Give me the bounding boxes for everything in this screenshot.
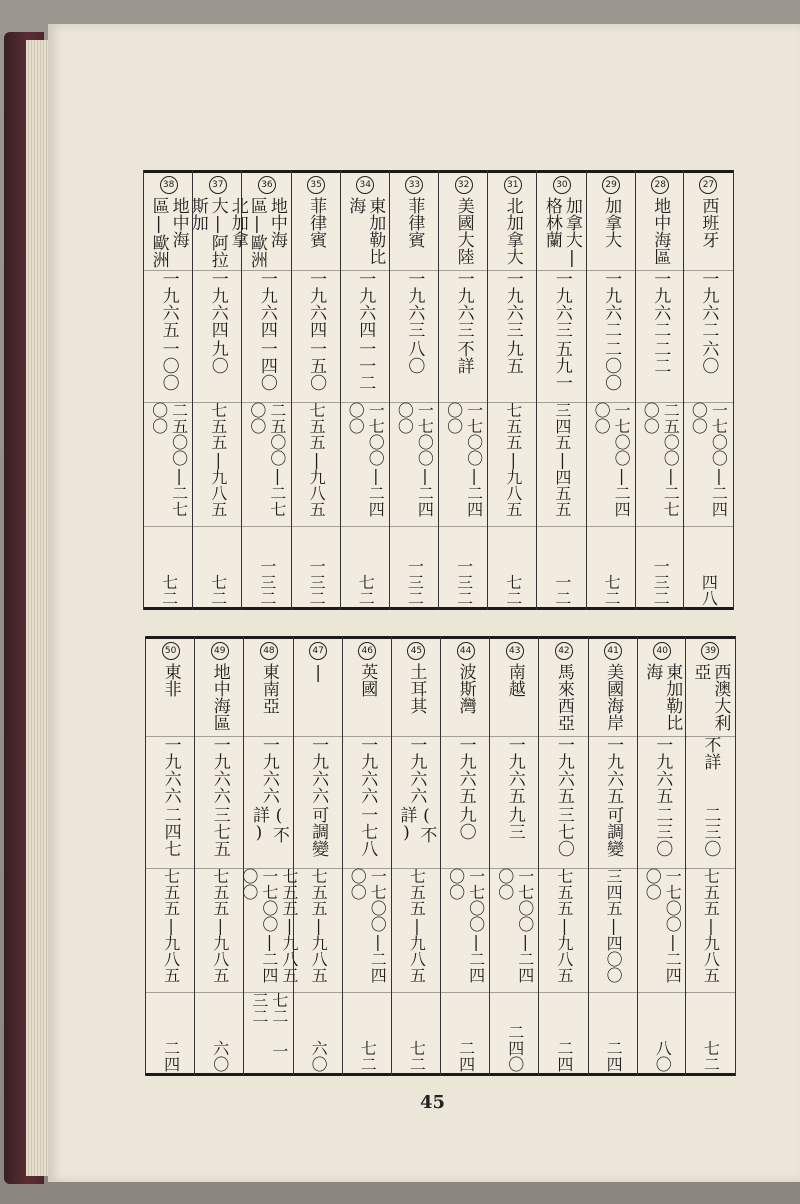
entry-number-badge: 39: [701, 642, 719, 660]
entry-name-text: 地中海區: [650, 197, 671, 265]
entry-number-badge: 28: [651, 176, 669, 194]
cell-divider: [686, 736, 735, 737]
entry-name: [587, 176, 636, 268]
entry-name: [187, 176, 248, 268]
entry-year: 一九六四: [256, 270, 277, 338]
cell-divider: [589, 868, 638, 869]
entry-qty: 九五: [502, 340, 523, 374]
cell-divider: [638, 992, 687, 993]
lower-table-row: [239, 636, 299, 1076]
entry-year: 一九六六: [406, 736, 427, 804]
entry-name: [539, 642, 588, 734]
upper-table-row: [438, 170, 488, 610]
entry-last: 七二: [602, 574, 622, 606]
entry-number-badge: 30: [553, 176, 571, 194]
upper-table-row: [340, 170, 390, 610]
entry-year: 一九六三: [453, 270, 474, 338]
entry-last: 二四: [456, 1040, 476, 1072]
cell-divider: [195, 868, 244, 869]
entry-last: 六〇: [210, 1040, 230, 1072]
entry-qty: (不詳): [396, 806, 437, 843]
entry-number-badge: 34: [356, 176, 374, 194]
entry-last: 八〇: [653, 1040, 673, 1072]
lower-table-row: [194, 636, 244, 1076]
cell-divider: [441, 736, 490, 737]
cell-divider: [343, 992, 392, 993]
cell-divider: [587, 270, 636, 271]
entry-name: [292, 176, 341, 268]
cell-divider: [292, 526, 341, 527]
entry-number-badge: 33: [405, 176, 423, 194]
cell-divider: [146, 992, 195, 993]
entry-qty: 三七五: [209, 806, 230, 857]
entry-name: [686, 642, 735, 734]
cell-divider: [244, 992, 293, 993]
entry-last: 二四〇: [505, 1024, 525, 1072]
cell-divider: [392, 992, 441, 993]
entry-name: [244, 642, 293, 734]
cell-divider: [144, 402, 193, 403]
entry-last: 六〇: [309, 1040, 329, 1072]
entry-last: 七二: [503, 574, 523, 606]
entry-year: 一九六六: [258, 736, 279, 804]
entry-range: 七五五|九八五: [407, 868, 427, 983]
cell-divider: [146, 736, 195, 737]
cell-divider: [441, 868, 490, 869]
entry-year: 一九六四: [355, 270, 376, 338]
upper-table-row: [389, 170, 439, 610]
lower-table-row: [440, 636, 490, 1076]
cell-divider: [537, 402, 586, 403]
cell-divider: [686, 868, 735, 869]
entry-range: 一七〇〇|二四〇〇: [643, 868, 683, 983]
entry-name-text: 波斯灣: [455, 663, 476, 714]
entry-name-text: 地中海區|歐洲: [148, 197, 189, 268]
entry-year: 一九六六: [160, 736, 181, 804]
entry-number-badge: 32: [455, 176, 473, 194]
cell-divider: [343, 736, 392, 737]
entry-year: 不詳: [700, 736, 721, 770]
entry-number-badge: 48: [260, 642, 278, 660]
entry-name-text: 南越: [504, 663, 525, 697]
entry-range: 一七〇〇|二四〇〇: [592, 402, 632, 517]
entry-qty: 一四〇: [256, 340, 277, 391]
upper-table-row: [291, 170, 341, 610]
cell-divider: [684, 402, 733, 403]
entry-last: 四八: [699, 574, 719, 606]
lower-table-row: [588, 636, 638, 1076]
entry-name: [439, 176, 488, 268]
entry-qty: 不詳: [453, 340, 474, 374]
entry-year: 一九六二: [650, 270, 671, 338]
cell-divider: [686, 992, 735, 993]
entry-number-badge: 44: [457, 642, 475, 660]
entry-year: 一九六四: [306, 270, 327, 338]
cell-divider: [341, 402, 390, 403]
entry-year: 一九六五: [603, 736, 624, 804]
cell-divider: [390, 270, 439, 271]
lower-table-row: [145, 636, 195, 1076]
cell-divider: [488, 526, 537, 527]
entry-number-badge: 47: [309, 642, 327, 660]
entry-name-text: 東加勒比海: [642, 663, 683, 731]
entry-range: 二五〇〇|二七〇〇: [247, 402, 287, 517]
entry-name-text: 東非: [160, 663, 181, 697]
entry-year: 一九六三: [502, 270, 523, 338]
upper-table-row: [241, 170, 291, 610]
entry-name-text: 馬來西亞: [553, 663, 574, 731]
entry-last: 七二: [159, 574, 179, 606]
entry-qty: 六〇: [698, 340, 719, 374]
cell-divider: [636, 402, 685, 403]
entry-number-badge: 43: [506, 642, 524, 660]
entry-qty: 一五〇: [306, 340, 327, 391]
entry-range: 一七〇〇|二四〇〇: [689, 402, 729, 517]
entry-range: 七五五|九八五: [161, 868, 181, 983]
entry-qty: 九〇: [455, 806, 476, 840]
entry-qty: 二二: [650, 340, 671, 374]
entry-number-badge: 42: [555, 642, 573, 660]
entry-range: 三四五|四五五: [552, 402, 572, 517]
entry-name: [242, 176, 291, 268]
lower-table-row: [685, 636, 736, 1076]
entry-number-badge: 41: [604, 642, 622, 660]
cell-divider: [294, 992, 343, 993]
entry-year: 一九六五: [455, 736, 476, 804]
entry-name: [537, 176, 586, 268]
entry-range: 一七〇〇|二四〇〇: [495, 868, 535, 983]
cell-divider: [193, 402, 242, 403]
entry-last: 一三二: [257, 558, 277, 606]
entry-last: 二四: [604, 1040, 624, 1072]
entry-qty: 二三〇: [700, 806, 721, 857]
entry-name: [341, 176, 390, 268]
entry-name-text: 東南亞: [258, 663, 279, 714]
entry-last: 一三二: [651, 558, 671, 606]
cell-divider: [294, 736, 343, 737]
entry-name-text: 西澳大利亞: [690, 663, 731, 731]
entry-range: 二五〇〇|二七〇〇: [149, 402, 189, 517]
entry-number-badge: 29: [602, 176, 620, 194]
entry-number-badge: 46: [358, 642, 376, 660]
cell-divider: [439, 402, 488, 403]
entry-range: 七五五|九八五 一七〇〇|二四〇〇: [239, 868, 299, 983]
entry-name: [294, 642, 343, 734]
entry-name: [638, 642, 687, 734]
entry-name-text: 美國大陸: [453, 197, 474, 265]
cell-divider: [292, 270, 341, 271]
entry-last: 一三二: [405, 558, 425, 606]
entry-qty: 一〇〇: [158, 340, 179, 391]
cell-divider: [244, 868, 293, 869]
cell-divider: [488, 402, 537, 403]
entry-last: 七二: [701, 1040, 721, 1072]
cell-divider: [242, 402, 291, 403]
entry-name-text: 北加拿大|阿拉斯加: [187, 197, 248, 268]
lower-table-row: [637, 636, 687, 1076]
entry-name: [490, 642, 539, 734]
entry-name: [488, 176, 537, 268]
cell-divider: [439, 526, 488, 527]
cell-divider: [341, 526, 390, 527]
entry-name: [195, 642, 244, 734]
cell-divider: [390, 402, 439, 403]
cell-divider: [195, 992, 244, 993]
entry-last: 七二: [356, 574, 376, 606]
entry-qty: 八〇: [404, 340, 425, 374]
cell-divider: [490, 736, 539, 737]
entry-name-text: 英國: [357, 663, 378, 697]
page-number: 45: [420, 1092, 446, 1113]
cell-divider: [490, 992, 539, 993]
upper-table: [144, 170, 734, 610]
cell-divider: [244, 736, 293, 737]
entry-name-text: 西班牙: [698, 197, 719, 248]
entry-name-text: 美國海岸: [603, 663, 624, 731]
cell-divider: [146, 868, 195, 869]
cell-divider: [638, 736, 687, 737]
entry-name: [144, 176, 193, 268]
upper-table-row: [487, 170, 537, 610]
entry-range: 七五五|九八五: [309, 868, 329, 983]
cell-divider: [195, 736, 244, 737]
entry-last: 二四: [554, 1040, 574, 1072]
cell-divider: [144, 270, 193, 271]
entry-number-badge: 49: [211, 642, 229, 660]
entry-name: [392, 642, 441, 734]
entry-range: 七五五|九八五: [210, 868, 230, 983]
entry-range: 七五五|九八五: [307, 402, 327, 517]
entry-number-badge: 45: [407, 642, 425, 660]
entry-number-badge: 35: [307, 176, 325, 194]
upper-table-row: [635, 170, 685, 610]
upper-table-row: [187, 170, 248, 610]
entry-range: 七五五|九八五: [208, 402, 228, 517]
entry-number-badge: 40: [653, 642, 671, 660]
entry-name: [636, 176, 685, 268]
entry-qty: 一一二: [355, 340, 376, 391]
entry-year: 一九六六: [209, 736, 230, 804]
entry-number-badge: 36: [258, 176, 276, 194]
entry-name: [441, 642, 490, 734]
entry-range: 一七〇〇|二四〇〇: [348, 868, 388, 983]
cell-divider: [638, 868, 687, 869]
entry-name: [589, 642, 638, 734]
entry-name-text: 東加勒比海: [345, 197, 386, 265]
entry-year: 一九六四: [207, 270, 228, 338]
upper-table-row: [683, 170, 734, 610]
entry-range: 二五〇〇|二七〇〇: [641, 402, 681, 517]
cell-divider: [587, 402, 636, 403]
entry-name-text: 地中海區|歐洲: [246, 197, 287, 268]
cell-divider: [539, 736, 588, 737]
entry-name-text: 加拿大: [601, 197, 622, 248]
cell-divider: [292, 402, 341, 403]
entry-qty: 二三〇: [652, 806, 673, 857]
entry-range: 三四五|四〇〇: [604, 868, 624, 983]
entry-qty: 五九一: [551, 340, 572, 391]
entry-number-badge: 37: [209, 176, 227, 194]
cell-divider: [144, 526, 193, 527]
cell-divider: [488, 270, 537, 271]
cell-divider: [193, 270, 242, 271]
entry-qty: 九三: [504, 806, 525, 840]
entry-range: 一七〇〇|二四〇〇: [444, 402, 484, 517]
entry-last: 一三二: [454, 558, 474, 606]
cell-divider: [490, 868, 539, 869]
entry-qty: 九〇: [207, 340, 228, 374]
cell-divider: [589, 992, 638, 993]
cell-divider: [539, 868, 588, 869]
entry-year: 一九六五: [553, 736, 574, 804]
entry-name-text: 菲律賓: [404, 197, 425, 248]
entry-name-text: 加拿大|格林蘭: [541, 197, 582, 268]
entry-year: 一九六六: [357, 736, 378, 804]
entry-range: 七五五|九八五: [554, 868, 574, 983]
entry-last: 七二: [208, 574, 228, 606]
cell-divider: [636, 270, 685, 271]
upper-table-row: [143, 170, 193, 610]
entry-last: 一二: [552, 574, 572, 606]
lower-table-row: [489, 636, 539, 1076]
entry-range: 一七〇〇|二四〇〇: [346, 402, 386, 517]
cell-divider: [539, 992, 588, 993]
entry-name-text: 地中海區: [209, 663, 230, 731]
entry-name: [684, 176, 733, 268]
entry-qty: 二四七: [160, 806, 181, 857]
entry-year: 一九六二: [601, 270, 622, 338]
entry-qty: 二〇〇: [601, 340, 622, 391]
entry-range: 七五五|九八五: [503, 402, 523, 517]
entry-qty: (不詳): [248, 806, 289, 843]
entry-range: 一七〇〇|二四〇〇: [395, 402, 435, 517]
cell-divider: [242, 270, 291, 271]
lower-table-row: [538, 636, 588, 1076]
upper-table-row: [586, 170, 636, 610]
entry-qty: 可調變: [308, 806, 329, 857]
cell-divider: [392, 736, 441, 737]
cell-divider: [684, 270, 733, 271]
entry-number-badge: 31: [504, 176, 522, 194]
entry-year: 一九六五: [652, 736, 673, 804]
entry-name: [390, 176, 439, 268]
entry-last: 七二 一三二: [249, 992, 289, 1059]
entry-year: 一九六三: [404, 270, 425, 338]
lower-table-row: [391, 636, 441, 1076]
cell-divider: [537, 526, 586, 527]
cell-divider: [587, 526, 636, 527]
entry-range: 一七〇〇|二四〇〇: [446, 868, 486, 983]
entry-number-badge: 38: [160, 176, 178, 194]
entry-name: [343, 642, 392, 734]
entry-year: 一九六五: [504, 736, 525, 804]
entry-year: 一九六五: [158, 270, 179, 338]
cell-divider: [242, 526, 291, 527]
entry-name-text: 菲律賓: [306, 197, 327, 248]
entry-qty: 可調變: [603, 806, 624, 857]
cell-divider: [392, 868, 441, 869]
entry-number-badge: 27: [699, 176, 717, 194]
entry-last: 二四: [161, 1040, 181, 1072]
upper-table-row: [536, 170, 586, 610]
entry-qty: 一七八: [357, 806, 378, 857]
cell-divider: [193, 526, 242, 527]
entry-year: 一九六二: [698, 270, 719, 338]
entry-range: 七五五|九八五: [701, 868, 721, 983]
entry-name: [146, 642, 195, 734]
cell-divider: [343, 868, 392, 869]
entry-name-text: 北加拿大: [502, 197, 523, 265]
lower-table-row: [293, 636, 343, 1076]
entry-name-text: |: [308, 663, 329, 683]
cell-divider: [441, 992, 490, 993]
lower-table: [146, 636, 736, 1076]
entry-year: 一九六六: [308, 736, 329, 804]
entry-qty: 三七〇: [553, 806, 574, 857]
cell-divider: [439, 270, 488, 271]
entry-number-badge: 50: [162, 642, 180, 660]
entry-last: 七二: [407, 1040, 427, 1072]
entry-name-text: 土耳其: [406, 663, 427, 714]
cell-divider: [390, 526, 439, 527]
cell-divider: [341, 270, 390, 271]
entry-year: 一九六三: [551, 270, 572, 338]
entry-last: 一三二: [307, 558, 327, 606]
lower-table-row: [342, 636, 392, 1076]
cell-divider: [589, 736, 638, 737]
entry-last: 七二: [358, 1040, 378, 1072]
cell-divider: [684, 526, 733, 527]
cell-divider: [636, 526, 685, 527]
cell-divider: [294, 868, 343, 869]
cell-divider: [537, 270, 586, 271]
